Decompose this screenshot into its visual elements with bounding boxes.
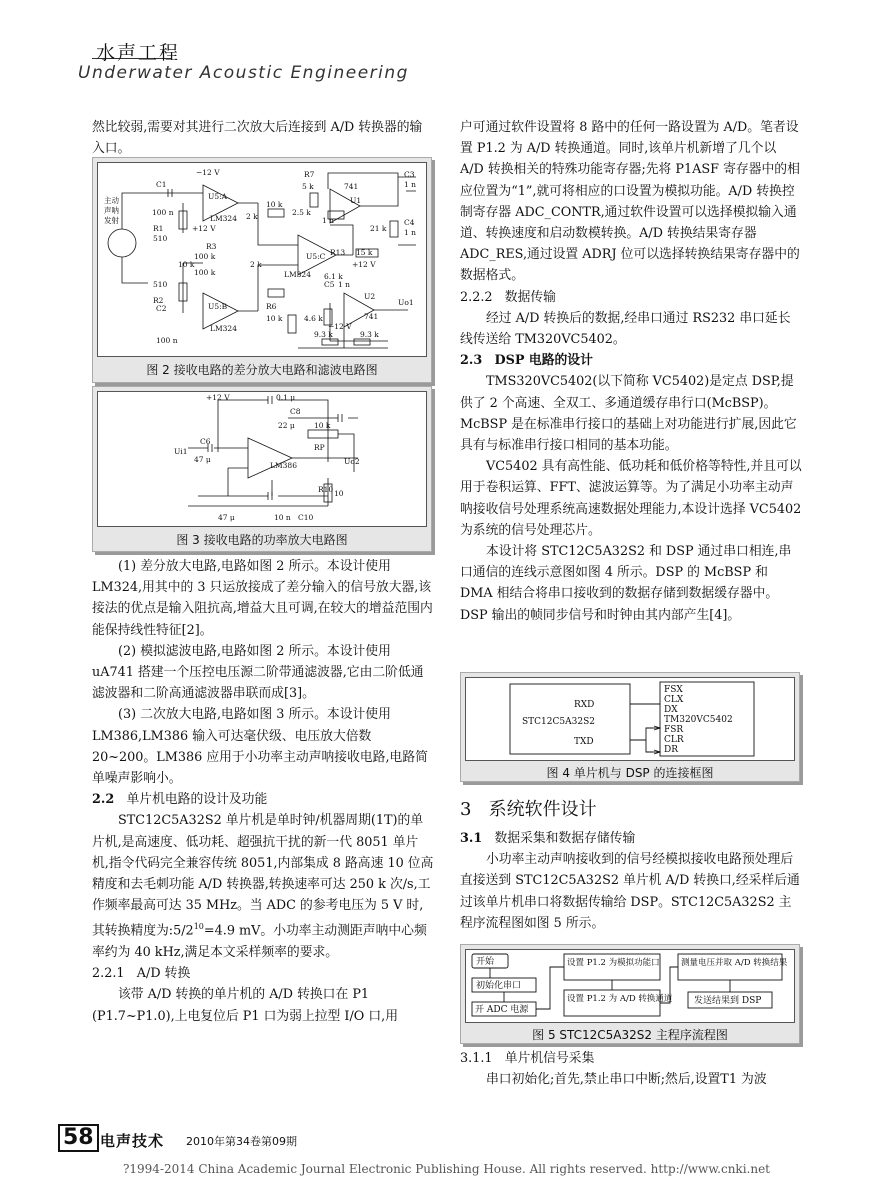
paragraph: 本设计将 STC12C5A32S2 和 DSP 通过串口相连,串口通信的连线示意图如图 4 所示。DSP 的 McBSP 和 DMA 相结合将串口接收到的数据存储到数据缓存器中。DSP 输出的帧同步信号和时钟由其内部产生[4]。 [460, 544, 792, 623]
section-heading-2-2-2 [460, 287, 802, 308]
journal-title-cn: 水声工程 [96, 42, 181, 64]
section-number: 3 [460, 799, 472, 820]
text: STC12C5A32S2 单片机是单时钟/机器周期(1T)的单片机,是高速度、低功耗、超强抗干扰的新一代 8051 单片机,指令代码完全兼容传统 8051,内部集成 8 路高速 10 位高精度和去毛刺功能 A/D 转换器,转换速率可达 250 k 次/s,工作频率最高可达 35 MHz。当 ADC 的参考电压为 5 V 时,其转换精度为:5/2 [92, 813, 434, 939]
label-c5v: 1 n [338, 280, 350, 289]
label-ui1: Ui1 [174, 447, 188, 456]
flowchart-fig5 [466, 950, 796, 1022]
label-c6v: 47 μ [194, 455, 211, 464]
label-r2v: 510 [153, 280, 168, 289]
label-r5v: 100 k [194, 268, 216, 277]
right-column-mid [460, 790, 802, 934]
label-r6v: 10 k [266, 314, 283, 323]
section-heading-3-1-1 [460, 1048, 802, 1069]
label-r16v: 9.3 k [314, 330, 333, 339]
label-source-1: 主动 [104, 196, 119, 205]
section-number: 2.2 [92, 792, 115, 808]
label-c5: C5 [324, 280, 335, 289]
label-c8: C8 [290, 407, 301, 416]
section-number: 2.3 [460, 353, 483, 369]
label-vpos2: +12 V [352, 260, 376, 269]
figure-5 [460, 944, 800, 1044]
circuit-diagram-fig3 [98, 392, 428, 526]
copyright-notice: ?1994-2014 China Academic Journal Electronic Publishing House. All rights reserved. http://www.cnki.net [122, 1162, 771, 1176]
section-heading-3-1 [460, 828, 802, 849]
label-r11v: 2 k [250, 260, 262, 269]
section-heading-2-3 [460, 350, 802, 371]
flow-measure: 测量电压并取 A/D 转换结果 [681, 958, 788, 968]
label-source-3: 发射 [104, 216, 119, 225]
label-r7v: 5 k [302, 182, 314, 191]
label-c1v: 100 n [152, 208, 174, 217]
label-c9v: 47 μ [218, 513, 235, 522]
journal-brand: 电声技术 [100, 1132, 165, 1150]
section-title: A/D 转换 [136, 966, 191, 982]
issue-info: 2010年第34卷第09期 [186, 1135, 297, 1148]
paragraph [92, 810, 434, 963]
paragraph: 串口初始化;首先,禁止串口中断;然后,设置T1 为波 [486, 1072, 767, 1088]
section-title: 数据采集和数据存储传输 [494, 831, 636, 846]
label-vneg: −12 V [196, 168, 220, 177]
label-clx: CLX [664, 695, 684, 705]
label-c6: C6 [200, 437, 211, 446]
right-column-top [460, 117, 802, 626]
section-title: 单片机电路的设计及功能 [126, 792, 268, 808]
label-lm324-c: LM324 [284, 270, 311, 279]
label-r3: R3 [206, 242, 217, 251]
paragraph: 然比较弱,需要对其进行二次放大后连接到 A/D 转换器的输入口。 [92, 120, 423, 157]
label-r3v: 100 k [194, 252, 216, 261]
label-clr: CLR [664, 735, 684, 745]
label-r10v: 2 k [246, 212, 258, 221]
label-rxd: RXD [574, 700, 595, 710]
label-r4v: 10 k [178, 260, 195, 269]
left-column-top [92, 117, 434, 159]
label-r13: R13 [330, 248, 346, 257]
label-c10v: 10 n [274, 513, 291, 522]
label-c1: C1 [156, 180, 167, 189]
label-r1: R1 [153, 224, 164, 233]
page-number: 58 [58, 1124, 99, 1152]
journal-title-en: Underwater Acoustic Engineering [78, 63, 409, 83]
label-fsx: FSX [664, 685, 683, 695]
label-c4v: 1 n [404, 228, 416, 237]
flow-adc-power: 开 ADC 电源 [475, 1005, 529, 1015]
section-number: 2.2.2 [460, 289, 493, 305]
label-r12v: 21 k [370, 224, 387, 233]
label-u5a: U5:A [208, 192, 228, 201]
label-c3v: 1 n [404, 180, 416, 189]
label-u2: U2 [364, 292, 376, 301]
section-title: 数据传输 [504, 289, 556, 305]
label-u5b: U5:B [208, 302, 228, 311]
section-number: 3.1 [460, 831, 483, 846]
label-lm386: LM386 [270, 461, 297, 470]
label-dr: DR [664, 745, 678, 755]
flow-set-channel: 设置 P1.2 为 A/D 转换通道 [567, 994, 673, 1004]
figure-2 [92, 157, 432, 383]
label-vneg2: −12 V [328, 322, 352, 331]
text: =4.9 mV。小功率主动测距声呐中心频率约为 40 kHz,满足本文采样频率的要求。 [92, 923, 427, 960]
label-lm324-b: LM324 [210, 324, 237, 333]
figure-3-caption: 图 3 接收电路的功率放大电路图 [176, 533, 348, 547]
right-column-bottom [460, 1048, 802, 1090]
section-number: 2.2.1 [92, 966, 125, 982]
label-vpos: +12 V [206, 393, 230, 402]
paragraph: 小功率主动声呐接收到的信号经模拟接收电路预处理后直接送到 STC12C5A32S2 单片机 A/D 转换口,经采样后通过该单片机串口将数据传输给 DSP。STC12C5A32S2 主程序流程图如图 5 所示。 [460, 852, 800, 931]
label-c2v: 100 n [156, 336, 178, 345]
label-r14v: 6.1 k [324, 272, 343, 281]
label-fsr: FSR [664, 725, 684, 735]
section-number: 3.1.1 [460, 1051, 493, 1066]
section-title: 系统软件设计 [488, 799, 597, 820]
circuit-diagram-fig2 [98, 163, 428, 356]
label-741-a: 741 [344, 182, 359, 191]
label-c10: C10 [298, 513, 314, 522]
section-title: DSP 电路的设计 [494, 353, 593, 369]
label-rp: RP [314, 443, 325, 452]
label-r2: R2 [153, 296, 164, 305]
label-u5c: U5:C [306, 252, 326, 261]
label-uo1: Uo1 [398, 298, 414, 307]
section-heading-3 [460, 796, 802, 824]
label-r10v: 10 [334, 489, 344, 498]
section-heading-2-2-1 [92, 963, 434, 984]
label-c8v: 22 μ [278, 421, 295, 430]
flow-send: 发送结果到 DSP [694, 996, 762, 1006]
left-column-body [92, 556, 434, 1027]
figure-4 [460, 672, 800, 782]
flow-init-serial: 初始化串口 [476, 981, 522, 991]
label-c2: C2 [156, 304, 167, 313]
section-title: 单片机信号采集 [504, 1051, 595, 1066]
label-r13v: 15 k [356, 248, 373, 257]
paragraph: 该带 A/D 转换的单片机的 A/D 转换口在 P1 (P1.7~P1.0),上电复位后 P1 口为弱上拉型 I/O 口,用 [92, 987, 399, 1024]
paragraph: TMS320VC5402(以下简称 VC5402)是定点 DSP,提供了 2 个高速、全双工、多通道缓存串行口(McBSP)。McBSP 是在标准串行接口的基础上对功能进行扩展,因此它具有与标准串行接口相同的基本功能。 [460, 374, 797, 454]
label-c3: C3 [404, 170, 415, 179]
section-heading-2-2 [92, 789, 434, 810]
label-r1v: 510 [153, 234, 168, 243]
label-vpos: +12 V [192, 224, 216, 233]
label-txd: TXD [574, 737, 594, 747]
paragraph: VC5402 具有高性能、低功耗和低价格等特性,并且可以用于卷积运算、FFT、滤波运算等。为了满足小功率主动声呐接收信号处理系统高速数据处理能力,本设计选择 VC5402 为系统的信号处理芯片。 [460, 459, 802, 538]
label-c7v: 0.1 μ [276, 393, 296, 402]
label-c6v: 1 n [322, 216, 334, 225]
block-diagram-fig4 [466, 678, 796, 760]
paragraph: 经过 A/D 转换后的数据,经串口通过 RS232 串口延长线传送给 TM320VC5402。 [460, 310, 791, 348]
figure-5-caption: 图 5 STC12C5A32S2 主程序流程图 [532, 1028, 728, 1042]
label-u1: U1 [350, 196, 362, 205]
label-mcu: STC12C5A32S2 [522, 717, 595, 727]
label-r15v: 4.6 k [304, 314, 323, 323]
label-r17v: 9.3 k [360, 330, 379, 339]
label-r7: R7 [304, 170, 315, 179]
figure-3 [92, 386, 432, 552]
figure-2-caption: 图 2 接收电路的差分放大电路和滤波电路图 [146, 363, 378, 377]
superscript: 10 [193, 922, 204, 932]
label-r6: R6 [266, 302, 277, 311]
paragraph: (3) 二次放大电路,电路如图 3 所示。本设计使用 LM386,LM386 输入可达毫伏级、电压放大倍数 20~200。LM386 应用于小功率主动声呐接收电路,电路简单噪声影响小。 [92, 707, 428, 787]
label-dsp: TM320VC5402 [664, 715, 733, 725]
paragraph: 户可通过软件设置将 8 路中的任何一路设置为 A/D。笔者设置 P1.2 为 A/D 转换通道。同时,该单片机新增了几个以 A/D 转换相关的特殊功能寄存器;先将 P1ASF 寄存器中的相应位置为“1”,就可将相应的口设置为模拟功能。A/D 转换控制寄存器 ADC_CONTR,通过软件设置可以选择模拟输入通道、转换速度和启动数模转换。A/D 转换结果寄存器 ADC_RES,通过设置 ADRJ 位可以选择转换结果寄存器中的数据格式。 [460, 120, 800, 284]
flow-set-analog: 设置 P1.2 为模拟功能口 [567, 958, 660, 968]
label-r8v: 10 k [266, 200, 283, 209]
label-r10: R10 [318, 485, 334, 494]
label-dx: DX [664, 705, 678, 715]
label-c4: C4 [404, 218, 415, 227]
label-source-2: 声呐 [104, 206, 119, 215]
paragraph: (1) 差分放大电路,电路如图 2 所示。本设计使用 LM324,用其中的 3 只运放接成了差分输入的信号放大器,该接法的优点是输入阻抗高,增益大且可调,在较大的增益范围内能保持线性特征[2]。 [92, 559, 433, 638]
paragraph: (2) 模拟滤波电路,电路如图 2 所示。本设计使用 uA741 搭建一个压控电压源二阶带通滤波器,它由二阶低通滤波器和二阶高通滤波器串联而成[3]。 [92, 643, 424, 702]
label-r10k: 10 k [314, 421, 331, 430]
label-741-b: 741 [364, 312, 379, 321]
label-uo2: Uo2 [344, 457, 360, 466]
flow-start: 开始 [476, 957, 495, 967]
label-r9v: 2.5 k [292, 208, 311, 217]
label-lm324-a: LM324 [210, 214, 237, 223]
figure-4-caption: 图 4 单片机与 DSP 的连接框图 [546, 766, 714, 780]
